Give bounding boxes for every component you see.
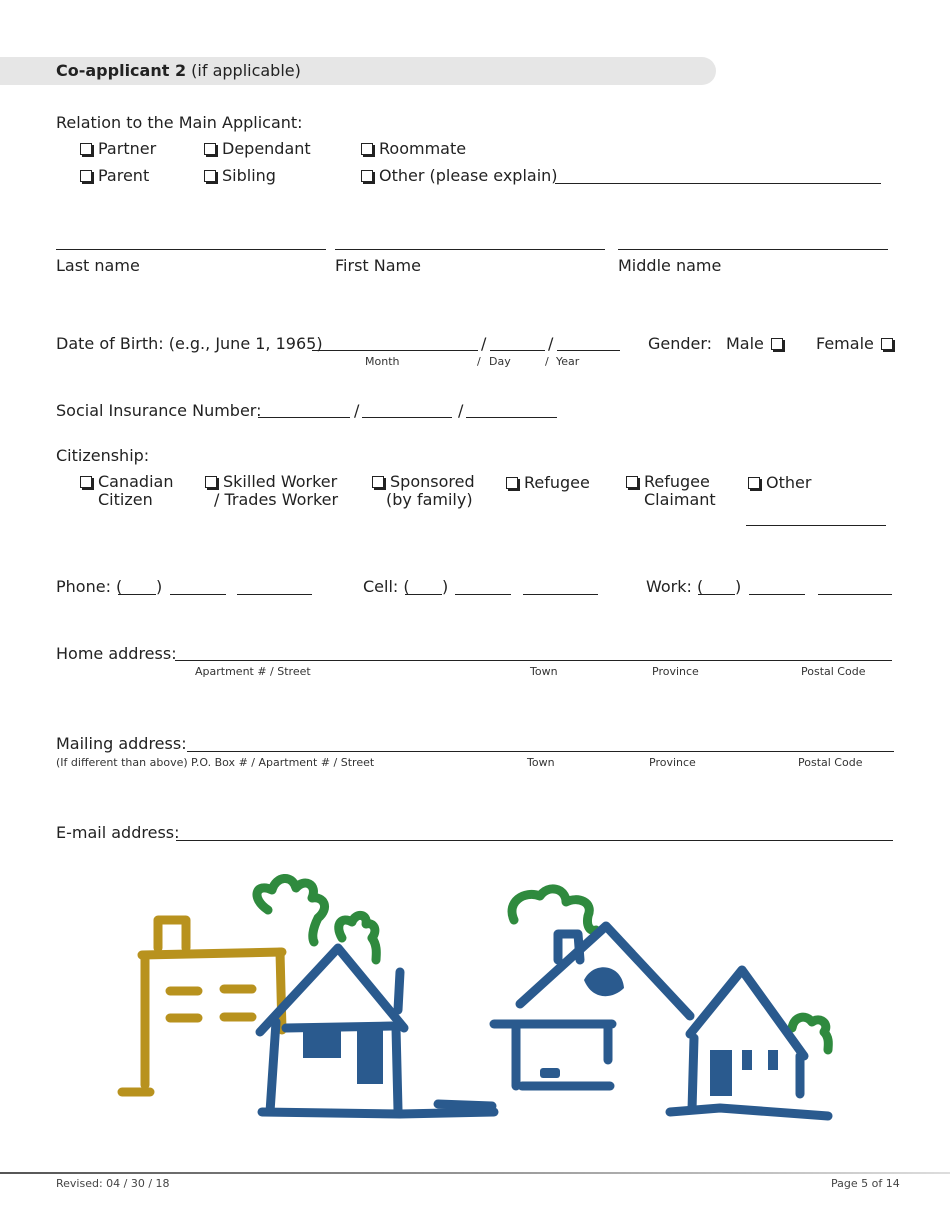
mailing-street-label: P.O. Box # / Apartment # / Street bbox=[191, 756, 375, 769]
paren-close: ) bbox=[735, 577, 742, 596]
last-name-label: Last name bbox=[56, 256, 140, 275]
footer-rule bbox=[0, 1172, 950, 1174]
houses-illustration bbox=[0, 860, 950, 1140]
paren-close: ) bbox=[442, 577, 449, 596]
checkbox-icon[interactable] bbox=[361, 143, 373, 155]
checkbox-partner[interactable]: Partner bbox=[80, 139, 156, 158]
dob-separator: / bbox=[481, 334, 487, 353]
revision-date: Revised: 04 / 30 / 18 bbox=[56, 1177, 170, 1190]
checkbox-icon[interactable] bbox=[80, 476, 92, 488]
page-number: Page 5 of 14 bbox=[831, 1177, 900, 1190]
checkbox-icon[interactable] bbox=[748, 477, 760, 489]
first-name-field[interactable] bbox=[335, 249, 605, 250]
dob-year-slash: / bbox=[545, 355, 549, 368]
other-relation-field[interactable] bbox=[555, 183, 881, 184]
dob-month-label: Month bbox=[365, 355, 400, 368]
home-town-label: Town bbox=[530, 665, 558, 678]
dob-separator: / bbox=[548, 334, 554, 353]
sin-separator: / bbox=[458, 401, 464, 420]
checkbox-refugee[interactable]: Refugee bbox=[506, 473, 590, 492]
checkbox-dependant[interactable]: Dependant bbox=[204, 139, 311, 158]
checkbox-icon[interactable] bbox=[80, 170, 92, 182]
dob-day-slash: / bbox=[477, 355, 481, 368]
cell-area-field[interactable] bbox=[405, 594, 442, 595]
checkbox-icon[interactable] bbox=[205, 476, 217, 488]
mailing-province-label: Province bbox=[649, 756, 696, 769]
home-postal-label: Postal Code bbox=[801, 665, 866, 678]
dob-year-label: Year bbox=[556, 355, 580, 368]
mailing-note: (If different than above) bbox=[56, 756, 188, 769]
checkbox-sponsored[interactable]: Sponsored (by family) bbox=[372, 473, 475, 509]
work-prefix-field[interactable] bbox=[749, 594, 805, 595]
checkbox-icon[interactable] bbox=[204, 143, 216, 155]
checkbox-canadian-citizen[interactable]: Canadian Citizen bbox=[80, 473, 173, 509]
middle-name-field[interactable] bbox=[618, 249, 888, 250]
checkbox-icon[interactable] bbox=[626, 476, 638, 488]
sin-label: Social Insurance Number: bbox=[56, 401, 262, 420]
citizenship-label: Citizenship: bbox=[56, 446, 150, 465]
work-line-field[interactable] bbox=[818, 594, 892, 595]
paren-close: ) bbox=[156, 577, 163, 596]
checkbox-other-relation[interactable]: Other (please explain) bbox=[361, 166, 558, 185]
checkbox-refugee-claimant[interactable]: Refugee Claimant bbox=[626, 473, 716, 509]
mailing-postal-label: Postal Code bbox=[798, 756, 863, 769]
dob-year-field[interactable] bbox=[557, 350, 620, 351]
house-drawing bbox=[260, 926, 828, 1116]
other-citizenship-field[interactable] bbox=[746, 525, 886, 526]
home-street-label: Apartment # / Street bbox=[195, 665, 311, 678]
apartment-building-drawing bbox=[122, 920, 282, 1092]
work-label: Work: ( bbox=[646, 577, 704, 596]
checkbox-icon[interactable] bbox=[204, 170, 216, 182]
last-name-field[interactable] bbox=[56, 249, 326, 250]
sin-part2-field[interactable] bbox=[362, 417, 452, 418]
cell-label: Cell: ( bbox=[363, 577, 410, 596]
first-name-label: First Name bbox=[335, 256, 421, 275]
mailing-address-field[interactable] bbox=[187, 751, 894, 752]
checkbox-icon[interactable] bbox=[372, 476, 384, 488]
work-area-field[interactable] bbox=[698, 594, 735, 595]
phone-line-field[interactable] bbox=[237, 594, 312, 595]
dob-label: Date of Birth: (e.g., June 1, 1965) bbox=[56, 334, 323, 353]
email-field[interactable] bbox=[176, 840, 893, 841]
dob-day-field[interactable] bbox=[490, 350, 545, 351]
section-title: Co-applicant 2 (if applicable) bbox=[56, 61, 301, 80]
checkbox-skilled-worker[interactable]: Skilled Worker / Trades Worker bbox=[205, 473, 338, 509]
middle-name-label: Middle name bbox=[618, 256, 722, 275]
checkbox-icon[interactable] bbox=[506, 477, 518, 489]
home-address-label: Home address: bbox=[56, 644, 177, 663]
dob-day-label: Day bbox=[489, 355, 511, 368]
sin-part3-field[interactable] bbox=[466, 417, 557, 418]
cell-prefix-field[interactable] bbox=[455, 594, 511, 595]
home-address-field[interactable] bbox=[175, 660, 892, 661]
phone-prefix-field[interactable] bbox=[170, 594, 226, 595]
checkbox-roommate[interactable]: Roommate bbox=[361, 139, 466, 158]
checkbox-male[interactable]: Male bbox=[726, 334, 789, 353]
email-label: E-mail address: bbox=[56, 823, 180, 842]
dob-month-field[interactable] bbox=[312, 350, 478, 351]
checkbox-other-citizenship[interactable]: Other bbox=[748, 473, 811, 492]
checkbox-icon[interactable] bbox=[361, 170, 373, 182]
relation-label: Relation to the Main Applicant: bbox=[56, 113, 303, 132]
mailing-address-label: Mailing address: bbox=[56, 734, 187, 753]
checkbox-parent[interactable]: Parent bbox=[80, 166, 149, 185]
checkbox-icon[interactable] bbox=[80, 143, 92, 155]
phone-area-field[interactable] bbox=[118, 594, 156, 595]
checkbox-sibling[interactable]: Sibling bbox=[204, 166, 276, 185]
sin-part1-field[interactable] bbox=[258, 417, 350, 418]
home-province-label: Province bbox=[652, 665, 699, 678]
checkbox-female[interactable]: Female bbox=[816, 334, 899, 353]
gender-label: Gender: bbox=[648, 334, 713, 353]
phone-label: Phone: ( bbox=[56, 577, 123, 596]
checkbox-icon[interactable] bbox=[881, 338, 893, 350]
checkbox-icon[interactable] bbox=[771, 338, 783, 350]
mailing-town-label: Town bbox=[527, 756, 555, 769]
sin-separator: / bbox=[354, 401, 360, 420]
cell-line-field[interactable] bbox=[523, 594, 598, 595]
